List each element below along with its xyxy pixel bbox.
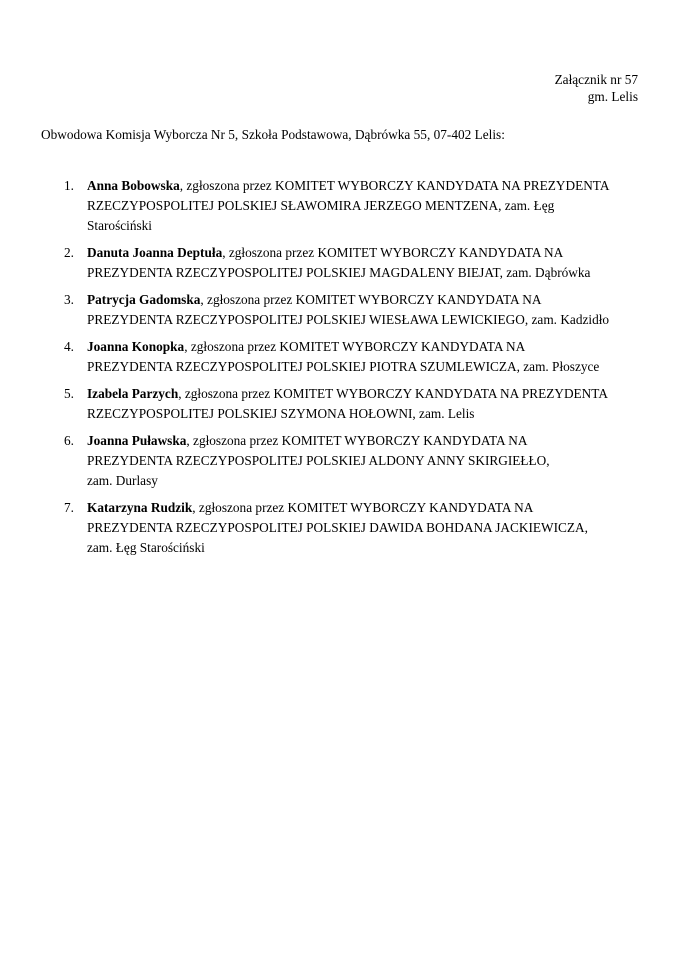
member-nomination: , zgłoszona przez KOMITET WYBORCZY KANDYDATA NA PREZYDENTA (178, 386, 608, 401)
member-name: Danuta Joanna Deptuła (87, 245, 223, 260)
list-item (0, 337, 679, 377)
list-item (0, 384, 679, 424)
members-list (0, 176, 679, 565)
member-nomination-cont: PREZYDENTA RZECZYPOSPOLITEJ POLSKIEJ PIOTRA SZUMLEWICZA, zam. Płoszyce (87, 359, 600, 374)
member-name: Izabela Parzych (87, 386, 179, 401)
member-nomination-cont: RZECZYPOSPOLITEJ POLSKIEJ SŁAWOMIRA JERZEGO MENTZENA, zam. Łęg (87, 198, 555, 213)
member-nomination: , zgłoszona przez KOMITET WYBORCZY KANDYDATA NA PREZYDENTA (179, 178, 610, 193)
item-number: 3. (64, 292, 74, 307)
item-number: 7. (64, 500, 74, 515)
member-name: Joanna Konopka (87, 339, 185, 354)
member-nomination: , zgłoszona przez KOMITET WYBORCZY KANDYDATA NA (200, 292, 542, 307)
member-nomination: , zgłoszona przez KOMITET WYBORCZY KANDYDATA NA (186, 433, 528, 448)
member-residence: Starościński (87, 218, 153, 233)
attachment-number: Załącznik nr 57 (554, 72, 638, 87)
member-nomination: , zgłoszona przez KOMITET WYBORCZY KANDYDATA NA (184, 339, 526, 354)
member-name: Anna Bobowska (87, 178, 180, 193)
document-header (555, 71, 638, 105)
member-nomination-cont: RZECZYPOSPOLITEJ POLSKIEJ SZYMONA HOŁOWNI, zam. Lelis (87, 406, 475, 421)
member-name: Katarzyna Rudzik (87, 500, 193, 515)
item-number: 4. (64, 339, 74, 354)
item-number: 2. (64, 245, 74, 260)
member-nomination: , zgłoszona przez KOMITET WYBORCZY KANDYDATA NA (222, 245, 564, 260)
municipality-label: gm. Lelis (587, 89, 638, 104)
list-item (0, 498, 679, 558)
item-number: 6. (64, 433, 74, 448)
item-number: 1. (64, 178, 74, 193)
list-item (0, 176, 679, 236)
member-name: Patrycja Gadomska (87, 292, 201, 307)
member-nomination-cont: PREZYDENTA RZECZYPOSPOLITEJ POLSKIEJ WIESŁAWA LEWICKIEGO, zam. Kadzidło (87, 312, 610, 327)
member-nomination: , zgłoszona przez KOMITET WYBORCZY KANDYDATA NA (192, 500, 534, 515)
list-item (0, 243, 679, 283)
list-item (0, 290, 679, 330)
member-nomination-cont: PREZYDENTA RZECZYPOSPOLITEJ POLSKIEJ ALDONY ANNY SKIRGIEŁŁO, (87, 453, 550, 468)
member-nomination-cont: PREZYDENTA RZECZYPOSPOLITEJ POLSKIEJ MAGDALENY BIEJAT, zam. Dąbrówka (87, 265, 591, 280)
member-nomination-cont: PREZYDENTA RZECZYPOSPOLITEJ POLSKIEJ DAWIDA BOHDANA JACKIEWICZA, (87, 520, 588, 535)
item-number: 5. (64, 386, 74, 401)
member-residence: zam. Durlasy (87, 473, 158, 488)
commission-heading: Obwodowa Komisja Wyborcza Nr 5, Szkoła Podstawowa, Dąbrówka 55, 07-402 Lelis: (41, 127, 505, 142)
member-residence: zam. Łęg Starościński (87, 540, 205, 555)
list-item (0, 431, 679, 491)
member-name: Joanna Puławska (87, 433, 187, 448)
